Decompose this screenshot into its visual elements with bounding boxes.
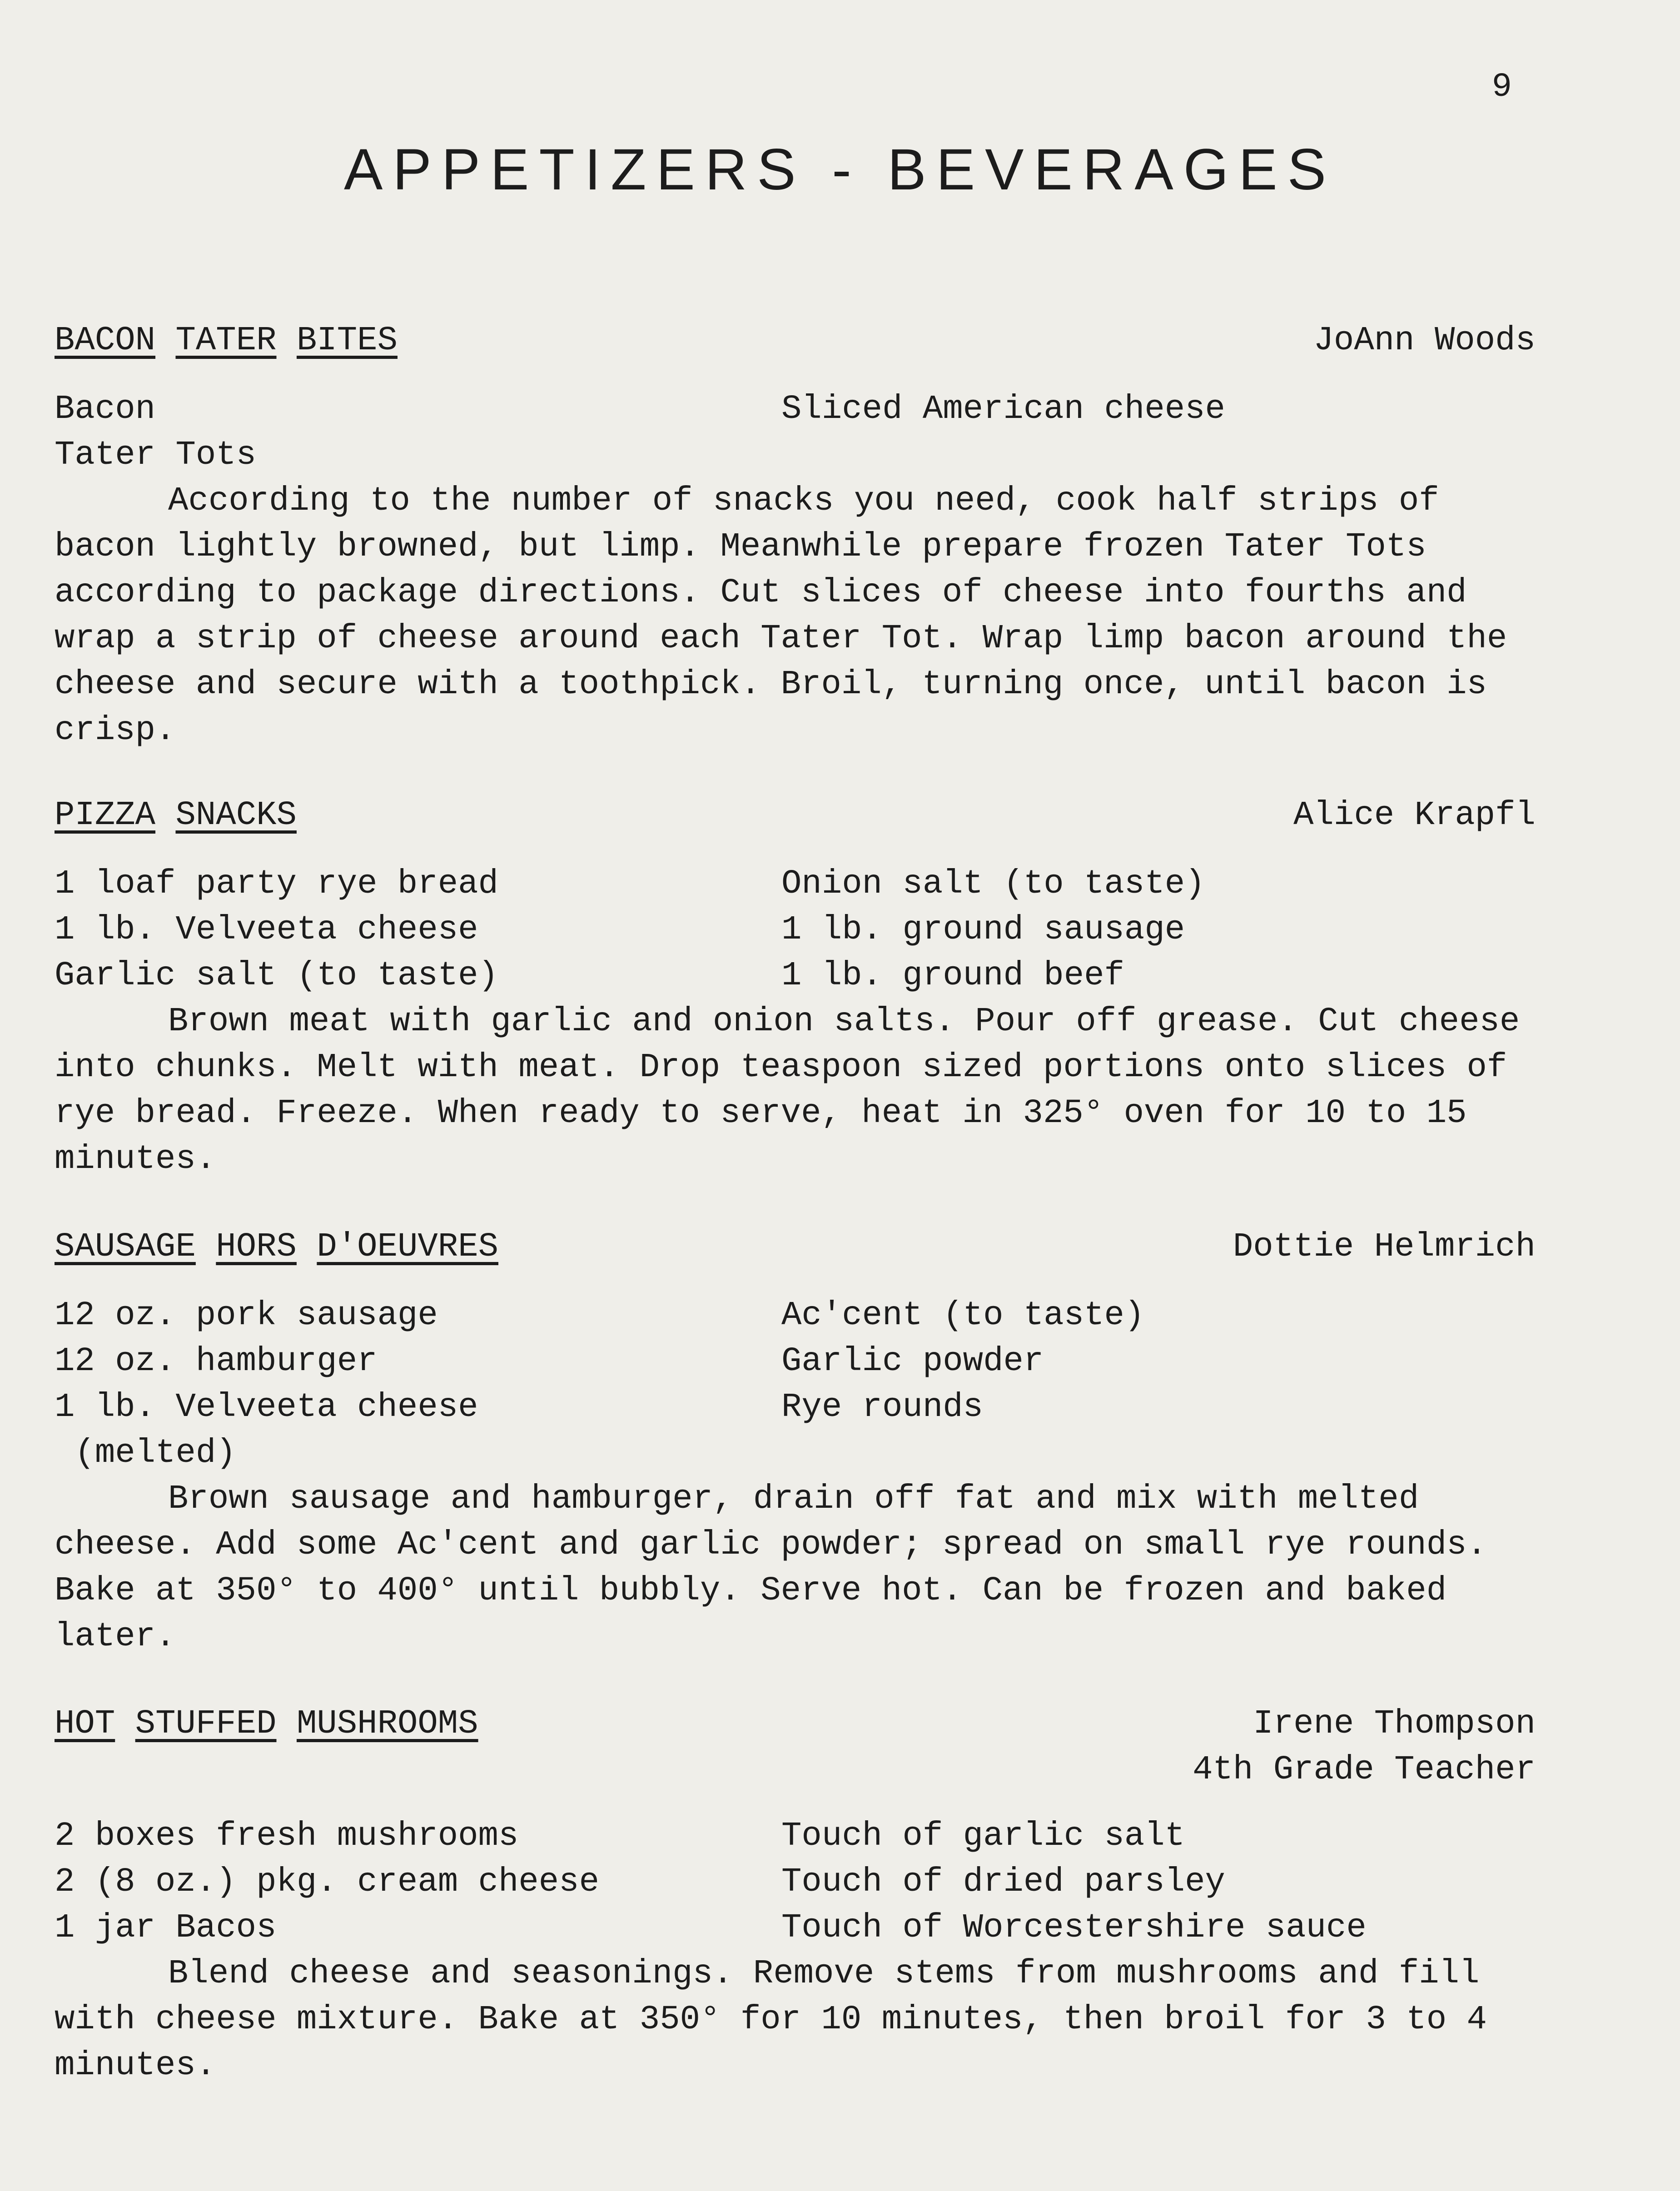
title-word: D'OEUVRES (317, 1228, 499, 1266)
ingredient: Garlic salt (to taste) (55, 957, 498, 995)
recipe-sausage-hors-doeuvres (55, 1224, 1536, 1660)
recipe-author: JoAnn Woods (1313, 322, 1536, 360)
ingredient: 2 boxes fresh mushrooms (55, 1817, 519, 1855)
recipe-directions: According to the number of snacks you need, cook half strips of bacon lightly browned, but limp. Meanwhile prepare frozen Tater Tots according to package directions. Cut slices of cheese into fourths and wrap a strip of cheese around each Tater Tot. Wrap limp bacon around the cheese and secure with a toothpick. Broil, turning once, until bacon is crisp. (55, 482, 1507, 750)
recipe-bacon-tater-bites (55, 318, 1536, 754)
recipe-directions: Brown meat with garlic and onion salts. Pour off grease. Cut cheese into chunks. Melt with meat. Drop teaspoon sized portions onto slices of rye bread. Freeze. When ready to serve, heat in 325° oven for 10 to 15 minutes. (55, 1003, 1520, 1178)
ingredient-list (55, 387, 1536, 478)
ingredient: 1 lb. Velveeta cheese (55, 911, 478, 949)
ingredient: Touch of dried parsley (781, 1863, 1225, 1901)
ingredient: 1 lb. Velveeta cheese (55, 1388, 478, 1426)
ingredient: Sliced American cheese (781, 390, 1225, 428)
title-word: HOT (55, 1705, 115, 1743)
ingredient-list (55, 1293, 1536, 1476)
recipe-title (55, 1224, 498, 1270)
recipe-author: Irene Thompson (1253, 1705, 1536, 1743)
recipe-author: Dottie Helmrich (1233, 1228, 1536, 1266)
ingredient: Tater Tots (55, 436, 257, 474)
recipe-pizza-snacks (55, 793, 1536, 1182)
recipe-title (55, 318, 398, 364)
ingredient: 12 oz. hamburger (55, 1342, 378, 1381)
ingredient: 12 oz. pork sausage (55, 1297, 438, 1335)
recipe-title (55, 793, 297, 839)
ingredient: (melted) (55, 1434, 236, 1472)
recipe-directions: Blend cheese and seasonings. Remove stems from mushrooms and fill with cheese mixture. Bake at 350° for 10 minutes, then broil for 3 to 4 minutes. (55, 1955, 1487, 2085)
ingredient: 1 loaf party rye bread (55, 865, 498, 903)
page-number: 9 (1491, 68, 1512, 106)
ingredient-list (55, 1813, 1536, 1951)
recipe-author-note: 4th Grade Teacher (1193, 1751, 1536, 1789)
title-word: PIZZA (55, 796, 156, 835)
ingredient: 1 jar Bacos (55, 1909, 277, 1947)
ingredient: 2 (8 oz.) pkg. cream cheese (55, 1863, 599, 1901)
title-word: STUFFED (135, 1705, 277, 1743)
title-word: SNACKS (175, 796, 297, 835)
title-word: MUSHROOMS (296, 1705, 478, 1743)
section-header: APPETIZERS - BEVERAGES (344, 137, 1336, 202)
ingredient: Ac'cent (to taste) (781, 1297, 1145, 1335)
ingredient-list (55, 861, 1536, 999)
ingredient: Touch of garlic salt (781, 1817, 1185, 1855)
ingredient: Onion salt (to taste) (781, 865, 1205, 903)
recipe-author-block (1193, 1701, 1536, 1793)
recipe-author: Alice Krapfl (1293, 796, 1536, 835)
ingredient: Garlic powder (781, 1342, 1044, 1381)
title-word: TATER (175, 322, 277, 360)
title-word: BACON (55, 322, 156, 360)
ingredient: 1 lb. ground sausage (781, 911, 1185, 949)
title-word: HORS (216, 1228, 297, 1266)
recipe-hot-stuffed-mushrooms (55, 1701, 1536, 2089)
ingredient: Rye rounds (781, 1388, 984, 1426)
recipe-title (55, 1701, 478, 1793)
title-word: SAUSAGE (55, 1228, 196, 1266)
title-word: BITES (296, 322, 398, 360)
ingredient: Bacon (55, 390, 156, 428)
ingredient: 1 lb. ground beef (781, 957, 1124, 995)
ingredient: Touch of Worcestershire sauce (781, 1909, 1367, 1947)
recipe-directions: Brown sausage and hamburger, drain off fat and mix with melted cheese. Add some Ac'cent and garlic powder; spread on small rye rounds. Bake at 350° to 400° until bubbly. Serve hot. Can be frozen and baked later. (55, 1480, 1487, 1656)
